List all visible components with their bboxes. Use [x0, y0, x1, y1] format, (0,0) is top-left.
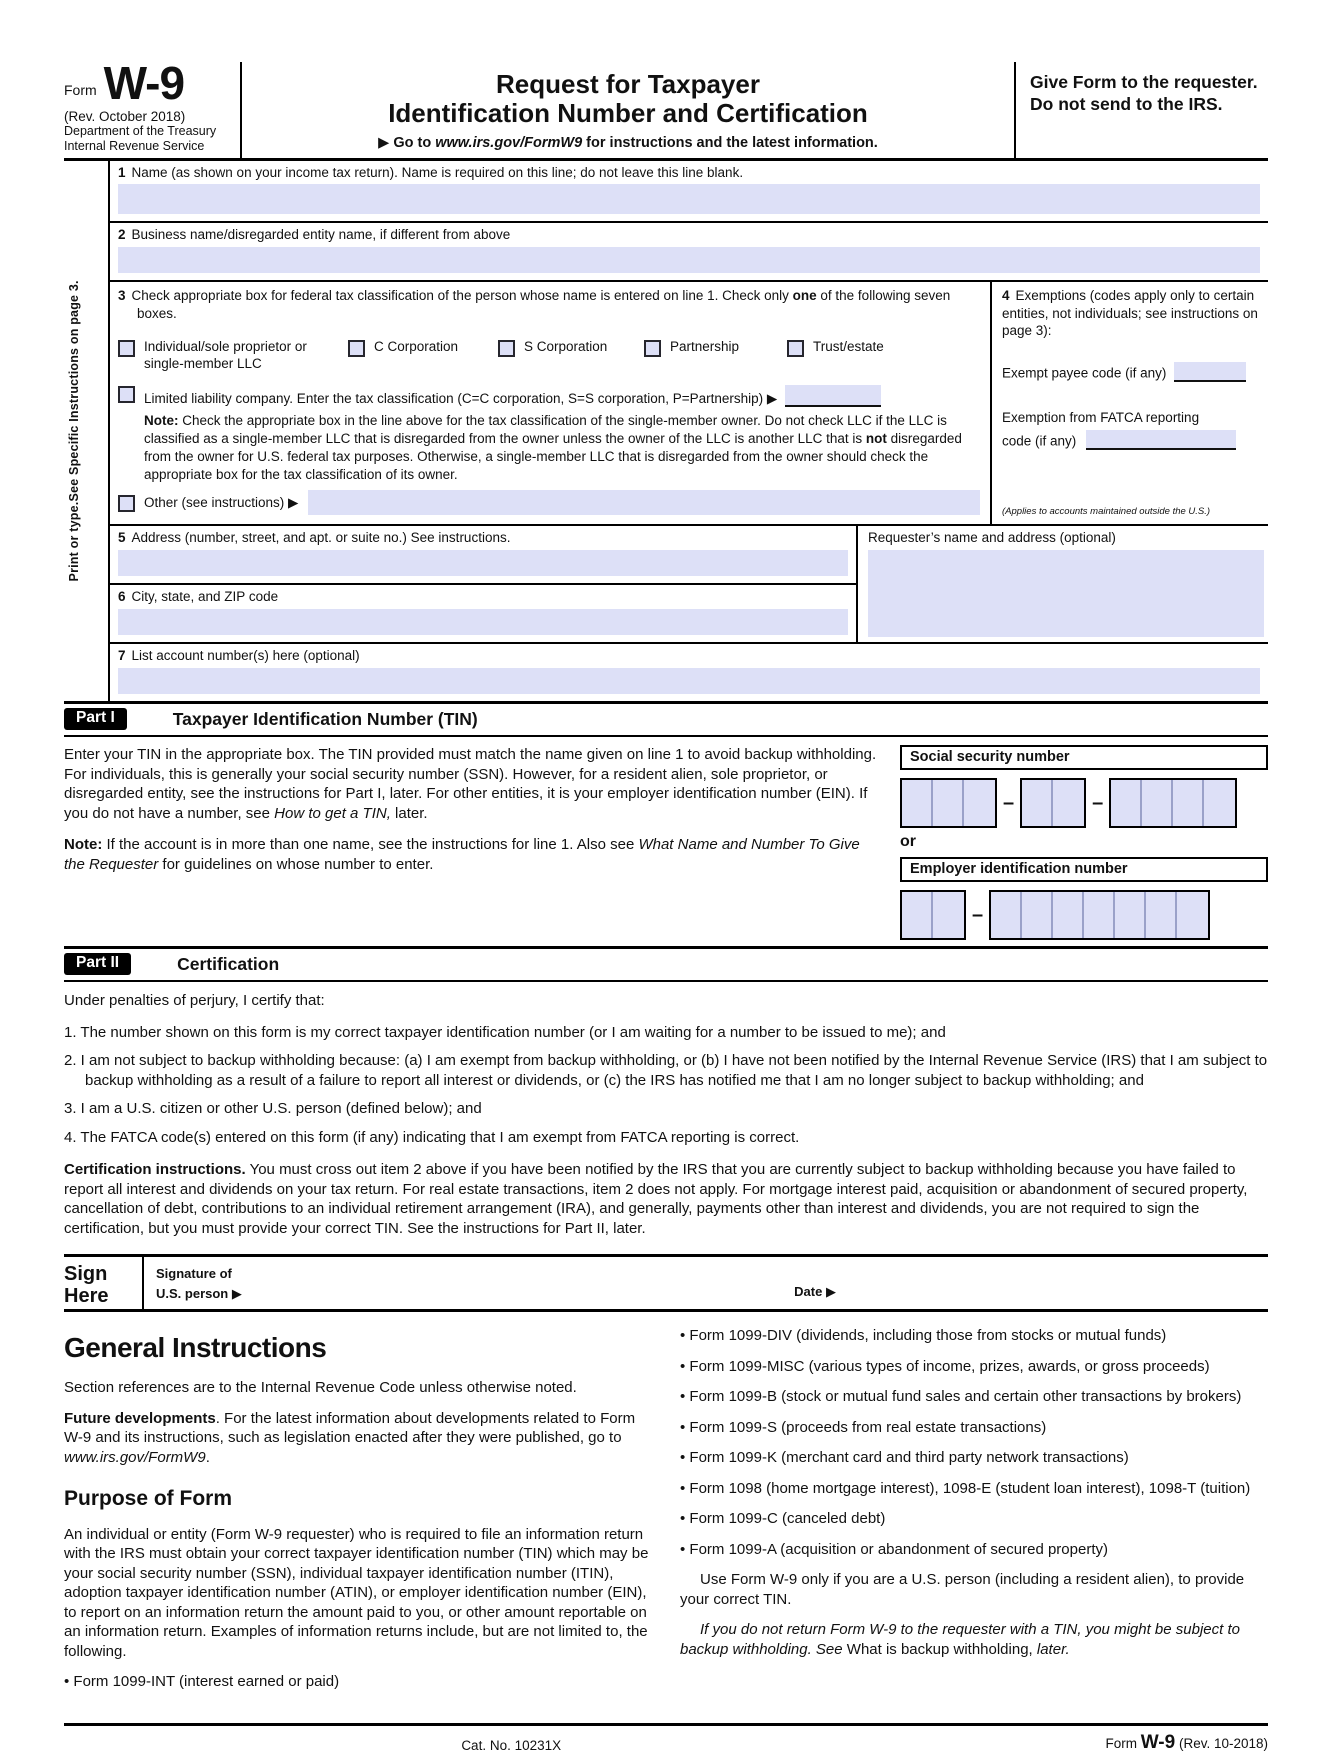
purpose-of-form-title: Purpose of Form [64, 1487, 233, 1511]
applies-note: (Applies to accounts maintained outside the U.S.) [1002, 506, 1211, 518]
tin-instructions [64, 743, 900, 942]
ein-digit-cell[interactable] [1084, 892, 1115, 938]
part2-badge: Part II [64, 953, 131, 975]
requester-name-address-input[interactable] [868, 550, 1264, 637]
ssn-digit-cell[interactable] [933, 780, 964, 826]
ein-boxes [900, 890, 1268, 940]
ssn-digit-cell[interactable] [1111, 780, 1142, 826]
print-or-type-label: Print or type. [67, 501, 81, 582]
checkbox-llc[interactable] [118, 386, 135, 403]
form-title-block [240, 62, 1016, 158]
tin-number-boxes [900, 743, 1268, 942]
classification-option-partnership[interactable]: Partnership [644, 339, 787, 373]
bullet-1099-b: • Form 1099-B (stock or mutual fund sales and certain other transactions by brokers) [680, 1388, 1242, 1406]
ssn-digit-cell[interactable] [1142, 780, 1173, 826]
sign-here-label: Sign Here [64, 1263, 109, 1308]
ein-dash: – [972, 903, 984, 926]
cert-item-2: 2. I am not subject to backup withholding because: (a) I am exempt from backup withholding, or (b) I have not been notified by the Internal Revenue Service (IRS) that I am subject to backup withholding as a result of a failure to report all interest or dividends, or (c) the IRS has notified me that I am no longer subject to backup withholding; and [64, 1052, 1268, 1089]
ein-digit-cell[interactable] [1177, 892, 1208, 938]
line3-classification [110, 282, 990, 524]
ssn-group-3[interactable] [1109, 778, 1237, 828]
form-word: Form [64, 82, 97, 99]
certification-instructions: Certification instructions. You must cross out item 2 above if you have been notified by the IRS that you are currently subject to backup withholding because you have failed to report all interest and dividends on your tax return. For real estate transactions, item 2 does not apply. For mortgage interest paid, acquisition or abandonment of secured property, cancellation of debt, contributions to an individual retirement arrangement (IRA), and generally, payments other than interest and dividends, you are not required to sign the certification, but you must provide your correct TIN. See the instructions for Part II, later. [64, 1161, 1248, 1237]
ein-digit-cell[interactable] [1022, 892, 1053, 938]
line6-row [110, 585, 856, 642]
classification-option-individual[interactable]: Individual/sole proprietor or single-member LLC [118, 339, 348, 373]
account-numbers-input[interactable] [118, 668, 1260, 694]
ssn-digit-cell[interactable] [902, 780, 933, 826]
general-instructions [64, 1312, 1268, 1703]
instructions-right-column [680, 1326, 1268, 1703]
sidebar-rotated-text [64, 161, 108, 701]
arrow-icon: ▶ [378, 134, 390, 151]
ssn-digit-cell[interactable] [964, 780, 995, 826]
form-agency: Internal Revenue Service [64, 138, 205, 153]
line2-label: 2 Business name/disregarded entity name, if different from above [118, 227, 511, 243]
bullet-1099-k: • Form 1099-K (merchant card and third party network transactions) [680, 1449, 1129, 1467]
fatca-row: Exemption from FATCA reporting code (if any) [1002, 409, 1260, 450]
purpose-paragraph: An individual or entity (Form W-9 requester) who is required to file an information return with the IRS must obtain your correct taxpayer identification number (TIN) which may be your social security number (SSN), individual taxpayer identification number (ITIN), adoption taxpayer identification number (ATIN), or employer identification number (EIN), to report on an information return the amount paid to you, or other amount reportable on an information return. Examples of information returns include, but are not limited to, the following. [64, 1525, 649, 1660]
part2-header [64, 946, 1268, 982]
name-input[interactable] [118, 184, 1260, 214]
date-field[interactable]: Date ▶ [794, 1284, 836, 1300]
form-reference: Form W-9 (Rev. 10-2018) [1105, 1731, 1268, 1753]
line1-row [110, 161, 1268, 224]
sign-here-row [64, 1254, 1268, 1312]
line1-label: 1 Name (as shown on your income tax return). Name is required on this line; do not leave this line blank. [118, 164, 744, 180]
tin-paragraph: Enter your TIN in the appropriate box. The TIN provided must match the name given on line 1 to avoid backup withholding. For individuals, this is generally your social security number (SSN). However, for a resident alien, sole proprietor, or disregarded entity, see the instructions for Part I, later. For other entities, it is your employer identification number (EIN). If you do not have a number, see How to get a TIN, later. [64, 746, 877, 822]
classification-option-c-corporation[interactable]: C Corporation [348, 339, 498, 373]
or-label: or [900, 833, 916, 851]
ssn-digit-cell[interactable] [1173, 780, 1204, 826]
part1-badge: Part I [64, 708, 127, 730]
part1-title: Taxpayer Identification Number (TIN) [172, 708, 478, 729]
ssn-group-1[interactable] [900, 778, 997, 828]
certification-section [64, 982, 1268, 1254]
ssn-label: Social security number [900, 745, 1268, 770]
checkbox-c-corporation[interactable] [348, 340, 365, 357]
form-id-block [64, 57, 240, 158]
ein-digit-cell[interactable] [902, 892, 933, 938]
backup-withholding-warning: If you do not return Form W-9 to the requester with a TIN, you might be subject to backup withholding. See What is backup withholding, later. [680, 1621, 1240, 1658]
ein-digit-cell[interactable] [933, 892, 964, 938]
signature-field[interactable]: Signature of U.S. person ▶ [156, 1266, 242, 1302]
ssn-digit-cell[interactable] [1022, 780, 1053, 826]
ein-digit-cell[interactable] [991, 892, 1022, 938]
fields-box [108, 161, 1268, 701]
bullet-1098: • Form 1098 (home mortgage interest), 1098-E (student loan interest), 1098-T (tuition) [680, 1479, 1251, 1497]
ssn-digit-cell[interactable] [1204, 780, 1235, 826]
ssn-boxes [900, 778, 1268, 828]
line5-row [110, 526, 856, 585]
line5-label: 5 Address (number, street, and apt. or suite no.) See instructions. [118, 530, 511, 546]
bullet-1099-a: • Form 1099-A (acquisition or abandonment of secured property) [680, 1540, 1108, 1558]
cert-item-3: 3. I am a U.S. citizen or other U.S. person (defined below); and [64, 1100, 482, 1118]
classification-option-s-corporation[interactable]: S Corporation [498, 339, 644, 373]
form-department: Department of the Treasury [64, 124, 217, 139]
ssn-group-2[interactable] [1020, 778, 1086, 828]
classification-option-other[interactable]: Other (see instructions) ▶ [118, 490, 982, 515]
ein-digit-cell[interactable] [1146, 892, 1177, 938]
line7-row [110, 644, 1268, 694]
checkbox-trust-estate[interactable] [787, 340, 804, 357]
form-revision: (Rev. October 2018) [64, 109, 186, 125]
checkbox-other[interactable] [118, 495, 135, 512]
llc-note: Note: Check the appropriate box in the line above for the tax classification of the single-member owner. Do not check LLC if the LLC is classified as a single-member LLC that is disregarded from the owner unless the owner of the LLC is another LLC that is not disregarded from the owner for U.S. federal tax purposes. Otherwise, a single-member LLC that is disregarded from the owner should check the appropriate box for the tax classification of its owner. [144, 413, 962, 482]
checkbox-s-corporation[interactable] [498, 340, 515, 357]
form-title: Request for Taxpayer Identification Number and Certification [388, 69, 868, 129]
classification-options [118, 339, 982, 373]
cert-item-4: 4. The FATCA code(s) entered on this form (if any) indicating that I am exempt from FATCA reporting is correct. [64, 1128, 800, 1146]
form-number: W-9 [103, 57, 185, 109]
cert-intro: Under penalties of perjury, I certify that: [64, 992, 325, 1010]
classification-option-trust-estate[interactable]: Trust/estate [787, 339, 982, 373]
part1-header [64, 701, 1268, 737]
city-state-zip-input[interactable] [118, 609, 848, 635]
fields-area [64, 161, 1268, 701]
bullet-1099-misc: • Form 1099-MISC (various types of income, prizes, awards, or gross proceeds) [680, 1357, 1210, 1375]
part1-body [64, 737, 1268, 946]
fatca-code-input[interactable] [1086, 430, 1236, 450]
line7-label: 7 List account number(s) here (optional) [118, 648, 360, 664]
general-instructions-title: General Instructions [64, 1332, 327, 1364]
line6-label: 6 City, state, and ZIP code [118, 589, 279, 605]
line5-line6-row [110, 526, 1268, 644]
classification-option-llc[interactable]: Limited liability company. Enter the tax classification (C=C corporation, S=S corporation, P=Partnership) ▶ [118, 385, 982, 407]
bullet-1099-int: • Form 1099-INT (interest earned or paid) [64, 1673, 340, 1691]
ssn-dash: – [1092, 791, 1104, 814]
bullet-1099-c: • Form 1099-C (canceled debt) [680, 1510, 886, 1528]
catalog-number: Cat. No. 10231X [461, 1737, 562, 1753]
checkbox-individual[interactable] [118, 340, 135, 357]
bullet-1099-div: • Form 1099-DIV (dividends, including those from stocks or mutual funds) [680, 1327, 1167, 1345]
instructions-left-column [64, 1326, 652, 1703]
line4-label: 4 Exemptions (codes apply only to certain entities, not individuals; see instructions on page 3): [1002, 288, 1258, 339]
line3-label: 3 Check appropriate box for federal tax classification of the person whose name is entered on line 1. Check only one of the following seven boxes. [118, 288, 951, 321]
line2-row [110, 223, 1268, 282]
exempt-payee-row: Exempt payee code (if any) [1002, 362, 1260, 382]
ssn-digit-cell[interactable] [1053, 780, 1084, 826]
checkbox-partnership[interactable] [644, 340, 661, 357]
other-classification-input[interactable] [308, 490, 980, 515]
cert-item-1: 1. The number shown on this form is my correct taxpayer identification number (or I am waiting for a number to be issued to me); and [64, 1023, 946, 1041]
requester-block [856, 526, 1268, 642]
line3-line4-row [110, 282, 1268, 526]
ein-digit-cell[interactable] [1053, 892, 1084, 938]
bullet-1099-s: • Form 1099-S (proceeds from real estate transactions) [680, 1418, 1047, 1436]
business-name-input[interactable] [118, 247, 1260, 273]
page-footer [64, 1723, 1268, 1757]
use-form-paragraph: Use Form W-9 only if you are a U.S. person (including a resident alien), to provide your correct TIN. [680, 1571, 1245, 1608]
section-references: Section references are to the Internal Revenue Code unless otherwise noted. [64, 1379, 577, 1397]
part2-title: Certification [177, 953, 280, 974]
requester-label: Requester’s name and address (optional) [868, 530, 1116, 546]
ssn-dash: – [1003, 791, 1015, 814]
irs-url: www.irs.gov/FormW9 [64, 1448, 206, 1466]
future-developments: Future developments. For the latest information about developments related to Form W-9 and its instructions, such as legislation enacted after they were published, go to www.irs.gov/FormW9. [64, 1409, 636, 1466]
form-header [64, 57, 1268, 161]
ein-group-1[interactable] [900, 890, 966, 940]
goto-url: www.irs.gov/FormW9 [435, 134, 583, 151]
give-form-notice: Give Form to the requester. Do not send to the IRS. [1030, 72, 1258, 114]
llc-classification-input[interactable] [785, 385, 881, 407]
goto-instructions: ▶ Go to www.irs.gov/FormW9 for instructions and the latest information. [378, 134, 878, 151]
tin-note: Note: If the account is in more than one name, see the instructions for line 1. Also see What Name and Number To Give the Requester for guidelines on whose number to enter. [64, 836, 860, 873]
ein-group-2[interactable] [989, 890, 1210, 940]
see-instructions-label: See Specific Instructions on page 3. [67, 280, 81, 502]
ein-label: Employer identification number [900, 857, 1268, 882]
exempt-payee-code-input[interactable] [1174, 362, 1246, 382]
line4-exemptions [990, 282, 1268, 524]
ein-digit-cell[interactable] [1115, 892, 1146, 938]
address-input[interactable] [118, 550, 848, 576]
